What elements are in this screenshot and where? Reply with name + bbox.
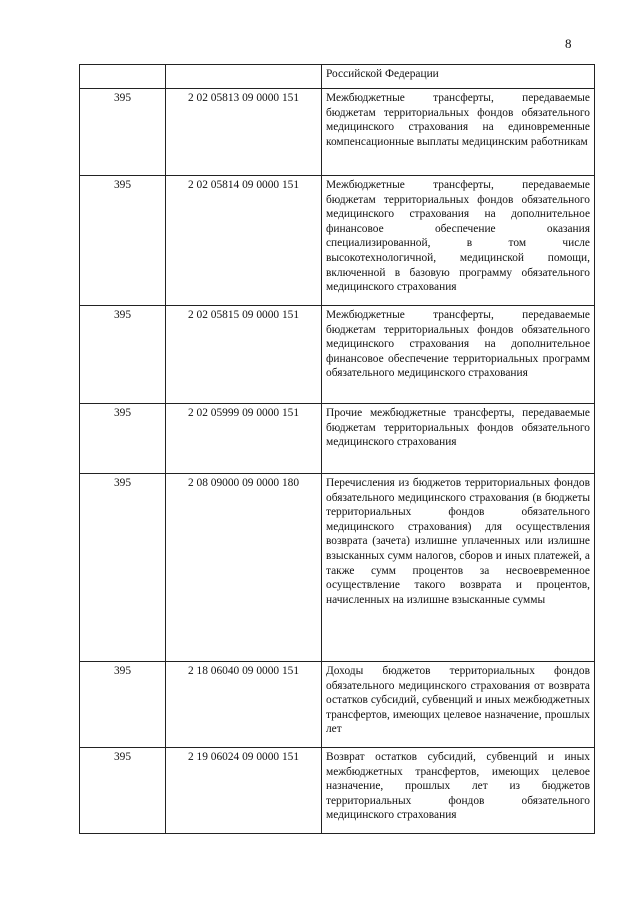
description-cell: Межбюджетные трансферты, передаваемые бюджетам территориальных фондов обязательного медицинского страхования на дополнительное финансовое обеспечение оказания специализированной, в том числе высокотехнологичной, медицинской помощи, включенной в базовую программу обязательного медицинского страхования — [322, 176, 595, 306]
table-row — [80, 89, 595, 176]
admin-code-cell: 395 — [80, 748, 166, 834]
budget-code-cell: 2 19 06024 09 0000 151 — [166, 748, 322, 834]
budget-code-cell: 2 02 05815 09 0000 151 — [166, 306, 322, 404]
page-number: 8 — [565, 36, 572, 51]
budget-code-cell: 2 18 06040 09 0000 151 — [166, 662, 322, 748]
description-cell: Межбюджетные трансферты, передаваемые бюджетам территориальных фондов обязательного медицинского страхования на дополнительное финансовое обеспечение территориальных программ обязательного медицинского страхования — [322, 306, 595, 404]
table-row — [80, 306, 595, 404]
budget-code-cell — [166, 65, 322, 89]
table-row — [80, 404, 595, 474]
budget-code-cell: 2 02 05814 09 0000 151 — [166, 176, 322, 306]
budget-code-cell: 2 02 05813 09 0000 151 — [166, 89, 322, 176]
description-cell: Возврат остатков субсидий, субвенций и иных межбюджетных трансфертов, имеющих целевое назначение, прошлых лет из бюджетов территориальных фондов обязательного медицинского страхования — [322, 748, 595, 834]
admin-code-cell — [80, 65, 166, 89]
budget-code-cell: 2 02 05999 09 0000 151 — [166, 404, 322, 474]
description-cell: Доходы бюджетов территориальных фондов обязательного медицинского страхования от возврата остатков субсидий, субвенций и иных межбюджетных трансфертов, имеющих целевое назначение, прошлых лет — [322, 662, 595, 748]
admin-code-cell: 395 — [80, 662, 166, 748]
budget-code-cell: 2 08 09000 09 0000 180 — [166, 474, 322, 662]
budget-codes-table — [79, 64, 595, 834]
description-cell: Межбюджетные трансферты, передаваемые бюджетам территориальных фондов обязательного медицинского страхования на единовременные компенсационные выплаты медицинским работникам — [322, 89, 595, 176]
description-cell: Российской Федерации — [322, 65, 595, 89]
admin-code-cell: 395 — [80, 404, 166, 474]
table-row — [80, 176, 595, 306]
admin-code-cell: 395 — [80, 176, 166, 306]
table-row — [80, 474, 595, 662]
admin-code-cell: 395 — [80, 474, 166, 662]
table-row — [80, 65, 595, 89]
description-cell: Прочие межбюджетные трансферты, передаваемые бюджетам территориальных фондов обязательного медицинского страхования — [322, 404, 595, 474]
admin-code-cell: 395 — [80, 89, 166, 176]
table-row — [80, 748, 595, 834]
admin-code-cell: 395 — [80, 306, 166, 404]
table-row — [80, 662, 595, 748]
description-cell: Перечисления из бюджетов территориальных фондов обязательного медицинского страхования (в бюджеты территориальных фондов обязательного медицинского страхования) для осуществления возврата (зачета) излишне уплаченных или излишне взысканных сумм налогов, сборов и иных платежей, а также сумм процентов за несвоевременное осуществление такого возврата и процентов, начисленных на излишне взысканные суммы — [322, 474, 595, 662]
